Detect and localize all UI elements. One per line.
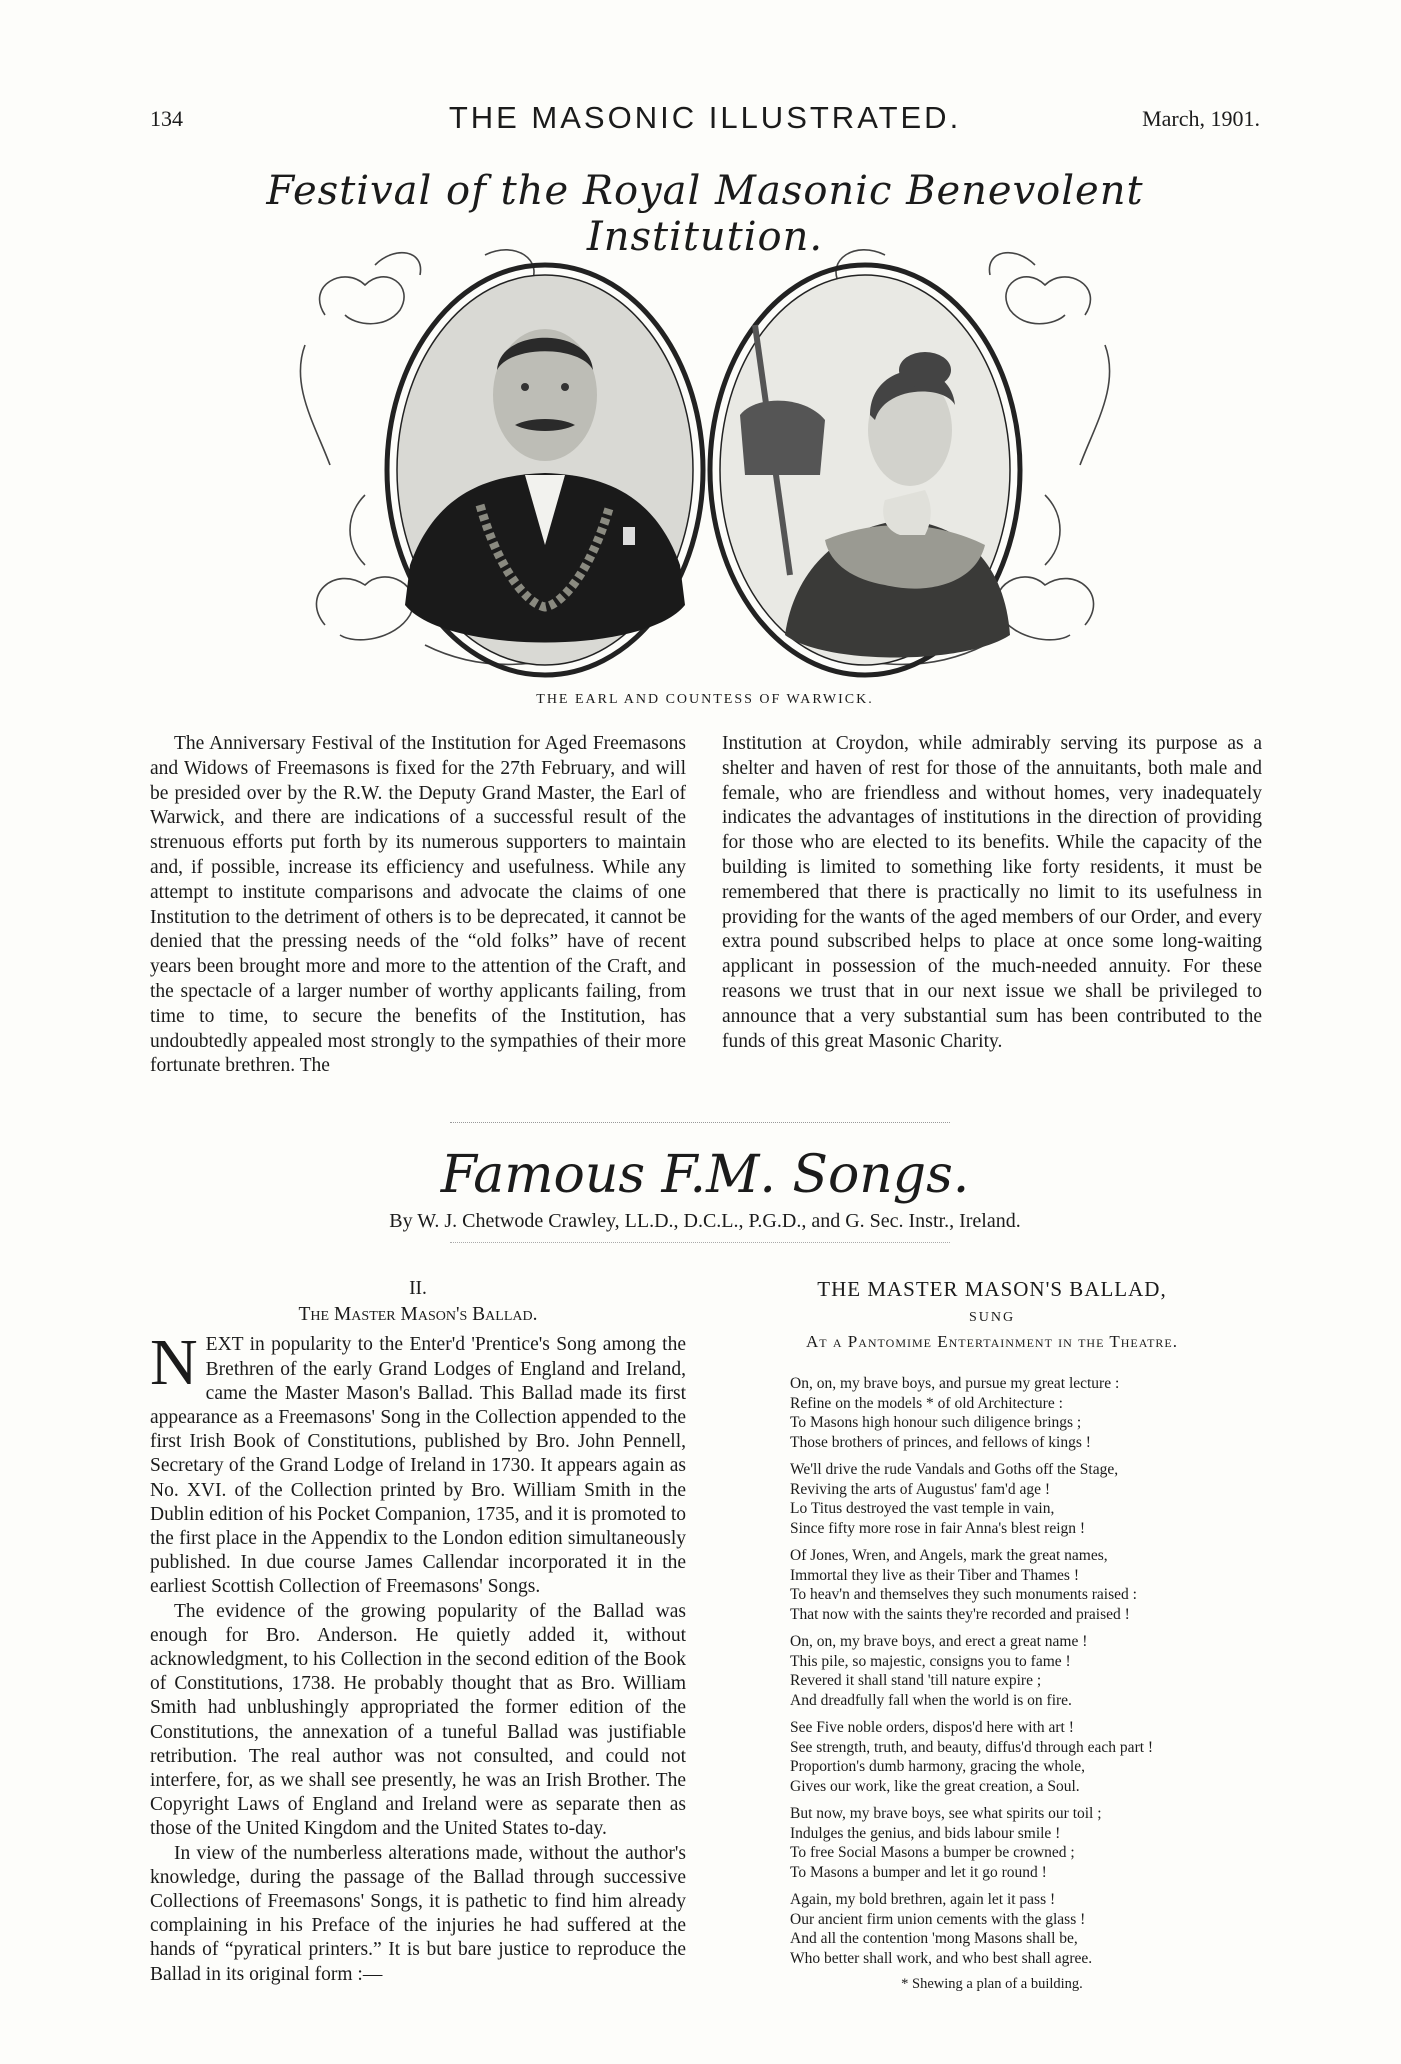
footnote: * Shewing a plan of a building. [901,1976,1083,1992]
verse-line: Our ancient firm union cements with the glass ! [790,1910,1086,1928]
verse-line: Proportion's dumb harmony, gracing the whole, [790,1758,1085,1775]
section-number: II. [409,1278,427,1299]
verse-line: Gives our work, like the great creation, a Soul. [790,1777,1080,1795]
verse-line: Reviving the arts of Augustus' fam'd age ! [790,1480,1050,1498]
verse-line: This pile, so majestic, consigns you to fame ! [790,1652,1071,1670]
article-paragraph: NEXT in popularity to the Enter'd 'Prentice's Song among the Brethren of the early Grand Lodges of England and Ireland, came the Master Mason's Ballad. This Ballad made its first appearance as a Freemasons' Song in the Collection appended to the first Irish Book of Constitutions, published by Bro. John Pennell, Secretary of the Grand Lodge of Ireland in 1730. It appears again as No. XVI. of the Collection printed by Bro. William Smith in the Dublin edition of his Pocket Companion, 1735, and it is promoted to the first place in the Appendix to the London edition simultaneously published. In due course James Callendar incorporated it in the earliest Scottish Collection of Freemasons' Songs. [150,1326,686,1598]
verse-line: Indulges the genius, and bids labour smile ! [790,1824,1061,1842]
stanza [790,1804,1262,1882]
article-paragraph: The Anniversary Festival of the Institution for Aged Freemasons and Widows of Freemasons is fixed for the 27th February, and will be presided over by the R.W. the Deputy Grand Master, the Earl of Warwick, and there are indications of a successful result of the strenuous efforts put forth by its numerous supporters to maintain and, if possible, increase its efficiency and usefulness. While any attempt to institute comparisons and advocate the claims of one Institution to the detriment of others is to be deprecated, it cannot be denied that the pressing needs of the “old folks” have of recent years been brought more and more to the attention of the Craft, and the spectacle of a larger number of worthy applicants failing, from time to time, to secure the benefits of the Institution, has undoubtedly appealed most strongly to the sympathies of their more fortunate brethren. The [150,733,686,1077]
verse-line: Immortal they live as their Tiber and Thames ! [790,1566,1079,1584]
ballad-subtitle: At a Pantomime Entertainment in the Theatre. [805,1332,1178,1351]
verse-line: That now with the saints they're recorded and praised ! [790,1605,1130,1623]
article-column-right [722,732,1262,1054]
verse-line: On, on, my brave boys, and pursue my great lecture : [790,1375,1120,1392]
article-column-left [150,732,686,1079]
verse-line: To free Social Masons a bumper be crowned ; [790,1844,1075,1861]
issue-date: March, 1901. [1142,106,1260,131]
ballad-verses [790,1374,1262,1968]
drop-cap: N [150,1326,198,1400]
verse-line: And all the contention 'mong Masons shall be, [790,1930,1078,1947]
section-heading: The Master Mason's Ballad. [298,1304,538,1326]
stanza [790,1718,1262,1796]
verse-line: Of Jones, Wren, and Angels, mark the great names, [790,1547,1108,1564]
verse-line: Since fifty more rose in fair Anna's blest reign ! [790,1519,1086,1537]
article-title: Festival of the Royal Masonic Benevolent Institution. [266,168,1144,260]
masthead: THE MASONIC ILLUSTRATED. [448,100,962,135]
verse-line: Lo Titus destroyed the vast temple in vain, [790,1500,1055,1517]
article-paragraph: The evidence of the growing popularity of the Ballad was enough for Bro. Anderson. He quietly added it, without acknowledgment, to his Collection in the second edition of the Book of Constitutions, 1738. He probably thought that as Bro. William Smith had unblushingly appropriated the former edition of the Constitutions, the annexation of a tuneful Ballad was justifiable retribution. The real author was not consulted, and could not interfere, for, as we shall see presently, he was an Irish Brother. The Copyright Laws of England and Ireland were as separate then as those of the United Kingdom and the United States to-day. [150,1600,686,1840]
portrait-illustration [285,245,1125,685]
stanza [790,1632,1262,1710]
article-paragraph: In view of the numberless alterations made, without the author's knowledge, during the passage of the Ballad through successive Collections of Freemasons' Songs, it is pathetic to find him already complaining in his Preface of the injuries he had suffered at the hands of “pyratical printers.” It is but bare justice to reproduce the Ballad in its original form :— [150,1842,686,1985]
verse-line: Revered it shall stand 'till nature expire ; [790,1672,1042,1689]
verse-line: But now, my brave boys, see what spirits our toil ; [790,1805,1102,1822]
ballad-title: THE MASTER MASON'S BALLAD, [817,1277,1167,1301]
article-column-left [150,1277,686,1987]
title-rule [450,1242,950,1243]
byline: By W. J. Chetwode Crawley, LL.D., D.C.L., P.G.D., and G. Sec. Instr., Ireland. [389,1210,1021,1232]
verse-line: Those brothers of princes, and fellows of kings ! [790,1433,1091,1451]
stanza [790,1890,1262,1968]
verse-line: To Masons a bumper and let it go round ! [790,1863,1047,1881]
verse-line: And dreadfully fall when the world is on fire. [790,1691,1072,1709]
article-paragraph: Institution at Croydon, while admirably serving its purpose as a shelter and haven of rest for those of the annuitants, both male and female, who are friendless and without homes, very inadequately indicates the advantages of institutions in the direction of providing for those who are elected to its benefits. While the capacity of the building is limited to something like forty residents, it must be remembered that there is practically no limit to its usefulness in providing for the wants of the aged members of our Order, and every extra pound subscribed helps to place at once some long-waiting applicant in possession of the much-needed annuity. For these reasons we trust that in our next issue we shall be privileged to announce that a very substantial sum has been contributed to the funds of this great Masonic Charity. [722,733,1262,1052]
verse-line: To heav'n and themselves they such monuments raised : [790,1586,1137,1603]
stanza [790,1374,1262,1452]
running-head [150,100,1260,140]
stanza [790,1546,1262,1624]
verse-line: Refine on the models * of old Architecture : [790,1394,1063,1412]
verse-line: On, on, my brave boys, and erect a great name ! [790,1633,1088,1650]
verse-line: See strength, truth, and beauty, diffus'd through each part ! [790,1738,1154,1756]
stanza [790,1460,1262,1538]
ballad-sung-label: SUNG [968,1310,1016,1325]
verse-line: We'll drive the rude Vandals and Goths off the Stage, [790,1461,1119,1478]
verse-line: Again, my bold brethren, again let it pass ! [790,1891,1056,1908]
figure-caption: THE EARL AND COUNTESS OF WARWICK. [536,692,874,707]
section-divider [450,1122,950,1127]
verse-line: To Masons high honour such diligence brings ; [790,1414,1082,1431]
verse-line: Who better shall work, and who best shall agree. [790,1949,1093,1967]
verse-line: See Five noble orders, dispos'd here with art ! [790,1719,1074,1736]
page-number: 134 [150,106,183,131]
ballad-column [722,1277,1262,1993]
article-title: Famous F.M. Songs. [440,1145,970,1205]
